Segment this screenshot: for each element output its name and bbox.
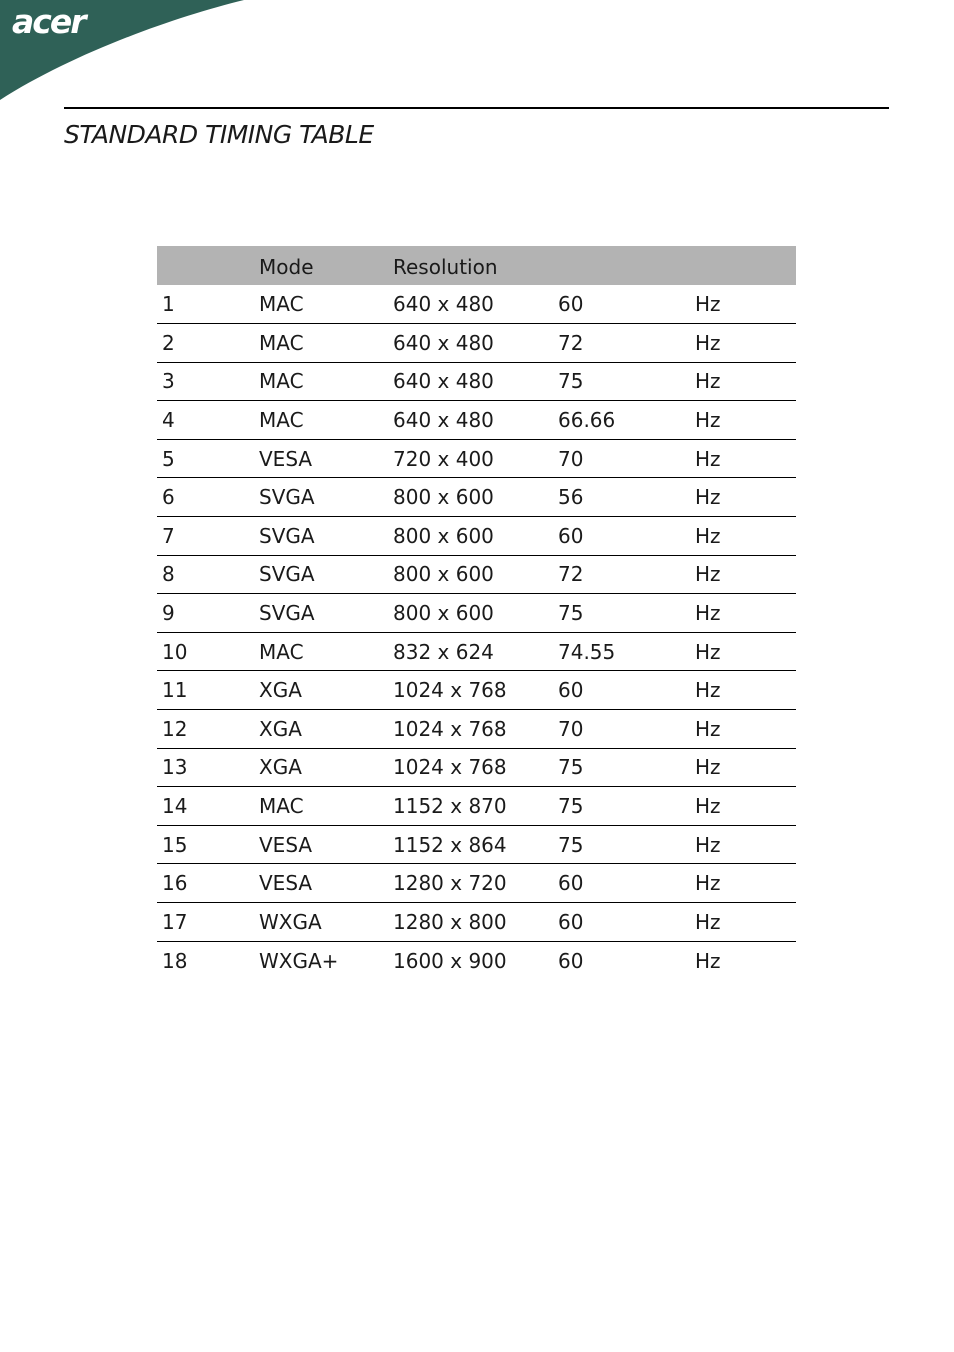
cell-frequency: 75 [558,832,584,857]
cell-frequency: 66.66 [558,408,616,433]
cell-frequency: 60 [558,292,584,317]
cell-frequency: 72 [558,330,584,355]
cell-index: 13 [162,755,188,780]
table-row [157,439,796,478]
cell-frequency: 74.55 [558,639,616,664]
cell-mode: XGA [259,678,302,703]
cell-frequency: 60 [558,909,584,934]
logo-text: acer [12,2,85,41]
table-body [157,285,796,980]
table-row [157,671,796,710]
cell-unit: Hz [695,678,721,703]
table-row [157,864,796,903]
cell-unit: Hz [695,369,721,394]
table-row [157,285,796,324]
table-row [157,517,796,556]
cell-index: 7 [162,523,175,548]
cell-index: 3 [162,369,175,394]
cell-index: 2 [162,330,175,355]
cell-unit: Hz [695,485,721,510]
table-row [157,478,796,517]
table-row [157,324,796,363]
cell-mode: SVGA [259,523,315,548]
cell-unit: Hz [695,716,721,741]
cell-index: 5 [162,446,175,471]
table-row [157,362,796,401]
table-row [157,941,796,980]
cell-frequency: 72 [558,562,584,587]
cell-resolution: 1024 x 768 [393,678,507,703]
header-rule [64,107,889,109]
header-cell-unit [690,246,796,285]
cell-frequency: 60 [558,678,584,703]
cell-unit: Hz [695,832,721,857]
cell-frequency: 75 [558,601,584,626]
cell-mode: XGA [259,716,302,741]
cell-mode: SVGA [259,601,315,626]
cell-resolution: 1152 x 870 [393,794,507,819]
cell-mode: MAC [259,369,304,394]
cell-mode: WXGA+ [259,948,339,973]
cell-index: 18 [162,948,188,973]
cell-frequency: 60 [558,523,584,548]
timing-table [157,246,796,980]
cell-resolution: 800 x 600 [393,601,494,626]
cell-frequency: 75 [558,755,584,780]
cell-unit: Hz [695,408,721,433]
cell-resolution: 1024 x 768 [393,755,507,780]
cell-mode: WXGA [259,909,322,934]
cell-unit: Hz [695,794,721,819]
cell-resolution: 640 x 480 [393,330,494,355]
cell-mode: MAC [259,292,304,317]
cell-index: 9 [162,601,175,626]
cell-frequency: 60 [558,948,584,973]
cell-resolution: 1280 x 720 [393,871,507,896]
cell-frequency: 75 [558,369,584,394]
cell-frequency: 70 [558,716,584,741]
cell-unit: Hz [695,639,721,664]
table-row [157,748,796,787]
cell-index: 8 [162,562,175,587]
cell-unit: Hz [695,562,721,587]
acer-logo [0,0,260,110]
cell-resolution: 720 x 400 [393,446,494,471]
cell-frequency: 75 [558,794,584,819]
table-row [157,401,796,440]
cell-index: 1 [162,292,175,317]
cell-mode: MAC [259,639,304,664]
cell-frequency: 56 [558,485,584,510]
table-header-row [157,246,796,285]
page-title: STANDARD TIMING TABLE [64,120,374,149]
header-cell-mode: Mode [259,254,314,279]
cell-unit: Hz [695,523,721,548]
cell-unit: Hz [695,871,721,896]
cell-unit: Hz [695,292,721,317]
cell-resolution: 1152 x 864 [393,832,507,857]
cell-index: 4 [162,408,175,433]
cell-resolution: 800 x 600 [393,562,494,587]
cell-index: 10 [162,639,188,664]
cell-unit: Hz [695,330,721,355]
cell-mode: MAC [259,330,304,355]
table-row [157,903,796,942]
cell-mode: MAC [259,408,304,433]
cell-index: 14 [162,794,188,819]
cell-index: 16 [162,871,188,896]
cell-unit: Hz [695,755,721,780]
cell-mode: SVGA [259,562,315,587]
table-row [157,555,796,594]
table-row [157,787,796,826]
table-row [157,825,796,864]
cell-mode: XGA [259,755,302,780]
cell-resolution: 1024 x 768 [393,716,507,741]
cell-resolution: 640 x 480 [393,408,494,433]
cell-resolution: 640 x 480 [393,292,494,317]
cell-unit: Hz [695,601,721,626]
cell-index: 17 [162,909,188,934]
table-row [157,594,796,633]
cell-resolution: 800 x 600 [393,523,494,548]
cell-unit: Hz [695,446,721,471]
header-cell-resolution: Resolution [393,254,498,279]
cell-resolution: 832 x 624 [393,639,494,664]
cell-mode: MAC [259,794,304,819]
header-cell-frequency [553,246,690,285]
cell-unit: Hz [695,909,721,934]
cell-frequency: 60 [558,871,584,896]
cell-unit: Hz [695,948,721,973]
table-row [157,632,796,671]
cell-mode: VESA [259,832,313,857]
table-row [157,710,796,749]
cell-resolution: 1280 x 800 [393,909,507,934]
cell-mode: SVGA [259,485,315,510]
cell-mode: VESA [259,871,313,896]
cell-resolution: 640 x 480 [393,369,494,394]
cell-index: 12 [162,716,188,741]
cell-mode: VESA [259,446,313,471]
cell-index: 15 [162,832,188,857]
cell-resolution: 800 x 600 [393,485,494,510]
cell-index: 11 [162,678,188,703]
cell-resolution: 1600 x 900 [393,948,507,973]
cell-frequency: 70 [558,446,584,471]
header-cell-index [157,246,254,285]
cell-index: 6 [162,485,175,510]
